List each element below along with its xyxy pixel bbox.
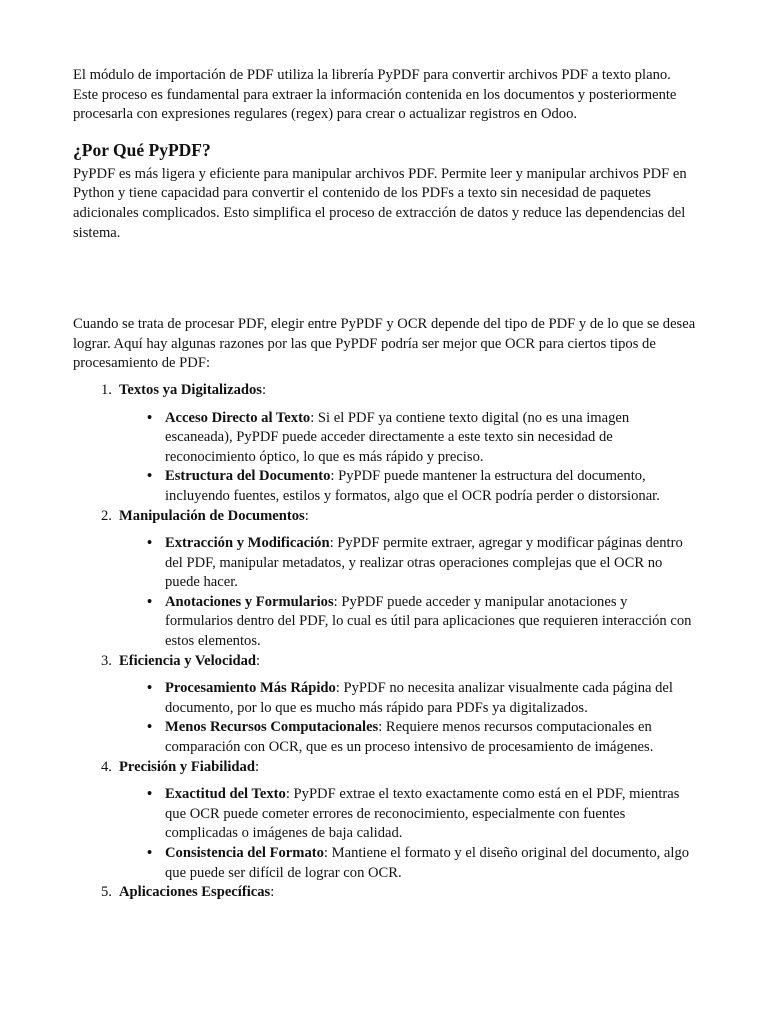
list-item-title: Aplicaciones Específicas: [119, 884, 271, 901]
sub-list-item: [147, 718, 697, 757]
sub-list-item: [147, 593, 697, 652]
sub-item-title: Menos Recursos Computacionales: [165, 719, 379, 736]
list-item-number: 3.: [101, 652, 112, 669]
list-item: 2. Manipulación de Documentos: • Extracción y Modificación: PyPDF permite extraer, agregar y modificar páginas dentro del PDF, manipular metadatos, y realizar otras operaciones complejas que el OCR no puede hacer. • Anotaciones y Formularios: PyPDF puede acceder y manipular anotaciones y formularios dentro del PDF, lo cual es útil para aplicaciones que requieren interacción con estos elementos.: [119, 507, 697, 652]
sub-list-item: [147, 467, 697, 506]
comparison-intro-paragraph: Cuando se trata de procesar PDF, elegir entre PyPDF y OCR depende del tipo de PDF y de lo que se desea lograr. Aquí hay algunas razones por las que PyPDF podría ser mejor que OCR para ciertos tipos de procesamiento de PDF:: [73, 316, 696, 372]
sub-list: [119, 534, 697, 652]
sub-list-item: [147, 409, 697, 468]
list-item-number: 1.: [101, 381, 112, 398]
sub-list-item: [147, 785, 697, 844]
bullet-icon: •: [147, 409, 153, 426]
list-item-title: Textos ya Digitalizados: [119, 381, 262, 398]
sub-list: [119, 785, 697, 883]
sub-item-title: Consistencia del Formato: [165, 845, 324, 861]
sub-item-title: Exactitud del Texto: [165, 786, 286, 803]
sub-item-text: : Requiere menos recursos computacionales en comparación con OCR, que es un proceso intensivo de procesamiento de imágenes.: [165, 719, 654, 756]
section-heading: ¿Por Qué PyPDF?: [73, 139, 211, 160]
sub-item-text: : PyPDF puede mantener la estructura del documento, incluyendo fuentes, estilos y formatos, algo que el OCR podría perder o distorsionar.: [165, 468, 660, 504]
sub-list: [119, 409, 697, 507]
sub-item-text: : PyPDF permite extraer, agregar y modificar páginas dentro del PDF, manipular metadatos, y realizar otras operaciones complejas que el OCR no puede hacer.: [165, 535, 683, 591]
sub-item-title: Anotaciones y Formularios: [165, 593, 334, 610]
bullet-icon: •: [147, 680, 153, 697]
sub-item-text: : PyPDF no necesita analizar visualmente cada página del documento, por lo que es mucho más rápido para PDFs ya digitalizados.: [165, 680, 673, 716]
list-item-number: 5.: [101, 884, 112, 901]
list-item-number: 2.: [101, 507, 112, 524]
bullet-icon: •: [147, 535, 153, 552]
bullet-icon: •: [147, 719, 153, 736]
list-item-title: Manipulación de Documentos: [119, 507, 305, 524]
sub-list-item: [147, 679, 697, 718]
sub-item-text: : Si el PDF ya contiene texto digital (no es una imagen escaneada), PyPDF puede acceder directamente a este texto sin necesidad de reconocimiento óptico, lo que es más rápido y preciso.: [165, 409, 630, 465]
section-body-paragraph: PyPDF es más ligera y eficiente para manipular archivos PDF. Permite leer y manipular archivos PDF en Python y tiene capacidad para convertir el contenido de los PDFs a texto sin necesidad de paquetes adicionales complicados. Esto simplifica el proceso de extracción de datos y reduce las dependencias del sistema.: [73, 165, 687, 241]
sub-item-text: : PyPDF extrae el texto exactamente como está en el PDF, mientras que OCR puede cometer errores de reconocimiento, especialmente con fuentes complicadas o imágenes de baja calidad.: [165, 786, 680, 842]
sub-item-text: : Mantiene el formato y el diseño original del documento, algo que puede ser difícil de lograr con OCR.: [165, 845, 690, 881]
list-item: 5. Aplicaciones Específicas:: [119, 883, 697, 903]
list-item-title: Eficiencia y Velocidad: [119, 652, 257, 669]
list-item: 3. Eficiencia y Velocidad: • Procesamiento Más Rápido: PyPDF no necesita analizar visualmente cada página del documento, por lo que es mucho más rápido para PDFs ya digitalizados. • Menos Recursos Computacionales: Requiere menos recursos computacionales en comparación con OCR, que es un proceso intensivo de procesamiento de imágenes.: [119, 652, 697, 758]
reasons-list: [73, 381, 697, 903]
sub-item-text: : PyPDF puede acceder y manipular anotaciones y formularios dentro del PDF, lo cual es útil para aplicaciones que requieren interacción con estos elementos.: [165, 593, 692, 650]
list-item-number: 4.: [101, 758, 112, 775]
sub-list-item: [147, 534, 697, 593]
spacer: [73, 243, 697, 315]
intro-paragraph: El módulo de importación de PDF utiliza la librería PyPDF para convertir archivos PDF a texto plano. Este proceso es fundamental para extraer la información contenida en los documentos y posteriormente procesarla con expresiones regulares (regex) para crear o actualizar registros en Odoo.: [73, 67, 677, 123]
list-item: 4. Precisión y Fiabilidad: • Exactitud del Texto: PyPDF extrae el texto exactamente como está en el PDF, mientras que OCR puede cometer errores de reconocimiento, especialmente con fuentes complicadas o imágenes de baja calidad. • Consistencia del Formato: Mantiene el formato y el diseño original del documento, algo que puede ser difícil de lograr con OCR.: [119, 758, 697, 884]
sub-item-title: Estructura del Documento: [165, 468, 331, 485]
list-item-title: Precisión y Fiabilidad: [119, 758, 255, 775]
bullet-icon: •: [147, 468, 153, 485]
bullet-icon: •: [147, 845, 153, 861]
sub-item-title: Acceso Directo al Texto: [165, 409, 311, 426]
list-item: 1. Textos ya Digitalizados: • Acceso Directo al Texto: Si el PDF ya contiene texto digital (no es una imagen escaneada), PyPDF puede acceder directamente a este texto sin necesidad de reconocimiento óptico, lo que es más rápido y preciso. • Estructura del Documento: PyPDF puede mantener la estructura del documento, incluyendo fuentes, estilos y formatos, algo que el OCR podría perder o distorsionar.: [119, 381, 697, 507]
sub-list-item: [147, 844, 697, 883]
sub-list: [119, 679, 697, 757]
bullet-icon: •: [147, 786, 153, 803]
bullet-icon: •: [147, 593, 153, 610]
sub-item-title: Extracción y Modificación: [165, 535, 330, 552]
document-page: [73, 66, 697, 903]
sub-item-title: Procesamiento Más Rápido: [165, 680, 336, 697]
